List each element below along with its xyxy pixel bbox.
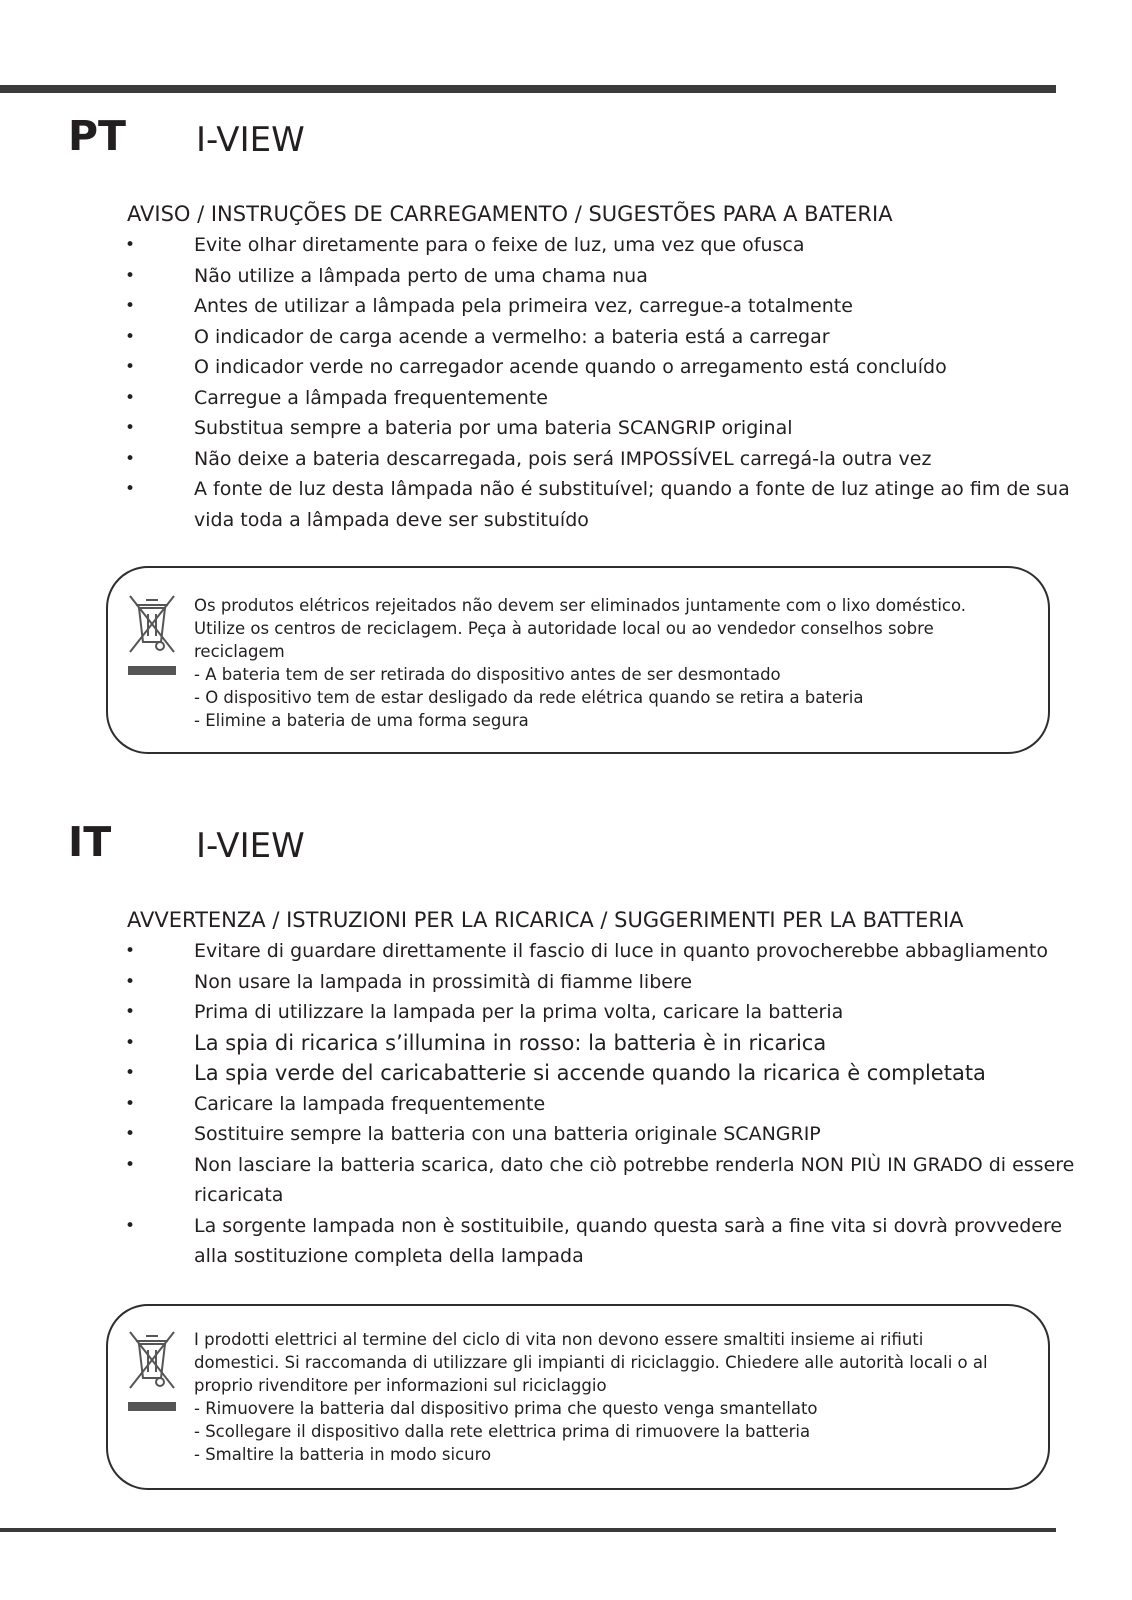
notice-item: - A bateria tem de ser retirada do dispositivo antes de ser desmontado: [194, 665, 781, 684]
list-item: • Prima di utilizzare la lampada per la prima volta, caricare la batteria: [125, 1001, 844, 1023]
list-item: • Evitare di guardare direttamente il fascio di luce in quanto provocherebbe abbagliamento: [125, 940, 1048, 962]
recycling-notice-box: [106, 1304, 1050, 1490]
list-item: • Non usare la lampada in prossimità di fiamme libere: [125, 970, 693, 993]
list-item: • Não deixe a bateria descarregada, pois será IMPOSSÍVEL carregá-la outra vez: [125, 447, 932, 470]
product-name: I-VIEW: [196, 826, 305, 866]
warning-list: [0, 230, 1080, 535]
list-item: • Substitua sempre a bateria por uma bateria SCANGRIP original: [125, 417, 793, 439]
section-heading: AVISO / INSTRUÇÕES DE CARREGAMENTO / SUGESTÕES PARA A BATERIA: [127, 202, 893, 226]
list-item: • Caricare la lampada frequentemente: [125, 1092, 546, 1115]
list-item: • Carregue a lâmpada frequentemente: [125, 386, 548, 409]
notice-item: - Smaltire la batteria in modo sicuro: [194, 1445, 492, 1464]
language-code: PT: [68, 112, 127, 160]
crossed-out-wheelie-bin-icon: [128, 1330, 176, 1420]
notice-item: - Elimine a bateria de uma forma segura: [194, 711, 529, 730]
notice-item: - Rimuovere la batteria dal dispositivo prima che questo venga smantellato: [194, 1399, 818, 1418]
list-item: • Antes de utilizar a lâmpada pela primeira vez, carregue-a totalmente: [125, 295, 853, 317]
notice-item: - O dispositivo tem de estar desligado da rede elétrica quando se retira a bateria: [194, 688, 864, 707]
product-name: I-VIEW: [196, 120, 305, 160]
notice-intro: I prodotti elettrici al termine del ciclo di vita non devono essere smaltiti insieme ai rifiuti domestici. Si raccomanda di utilizzare gli impianti di riciclaggio. Chiedere alle autorità locali o al proprio rivenditore per informazioni sul riciclaggio: [194, 1330, 988, 1395]
top-divider: [0, 85, 1056, 93]
list-item: • Sostituire sempre la batteria con una batteria originale SCANGRIP: [125, 1123, 821, 1145]
section-heading: AVVERTENZA / ISTRUZIONI PER LA RICARICA / SUGGERIMENTI PER LA BATTERIA: [127, 908, 964, 932]
list-item: • La spia verde del caricabatterie si accende quando la ricarica è completata: [125, 1061, 986, 1085]
list-item: • O indicador de carga acende a vermelho: a bateria está a carregar: [125, 325, 830, 348]
crossed-out-wheelie-bin-icon: [128, 594, 176, 684]
list-item: • La sorgente lampada non è sostituibile, quando questa sarà a fine vita si dovrà provvedere alla sostituzione completa della lampada: [125, 1214, 1063, 1267]
list-item: • La spia di ricarica s’illumina in rosso: la batteria è in ricarica: [125, 1030, 827, 1055]
notice-intro: Os produtos elétricos rejeitados não devem ser eliminados juntamente com o lixo doméstico. Utilize os centros de reciclagem. Peça à autoridade local ou ao vendedor conselhos sobre reciclagem: [194, 596, 967, 661]
list-item: • Não utilize a lâmpada perto de uma chama nua: [125, 264, 648, 287]
bottom-divider: [0, 1528, 1056, 1532]
recycling-notice-box: [106, 566, 1050, 754]
list-item: • Non lasciare la batteria scarica, dato che ciò potrebbe renderla NON PIÙ IN GRADO di essere ricaricata: [125, 1153, 1075, 1206]
list-item: • A fonte de luz desta lâmpada não é substituível; quando a fonte de luz atinge ao fim de sua vida toda a lâmpada deve ser substituído: [125, 478, 1070, 531]
list-item: • Evite olhar diretamente para o feixe de luz, uma vez que ofusca: [125, 234, 805, 256]
warning-list: [0, 936, 1080, 1272]
notice-item: - Scollegare il dispositivo dalla rete elettrica prima di rimuovere la batteria: [194, 1422, 811, 1441]
language-code: IT: [68, 818, 112, 866]
list-item: • O indicador verde no carregador acende quando o arregamento está concluído: [125, 356, 947, 378]
